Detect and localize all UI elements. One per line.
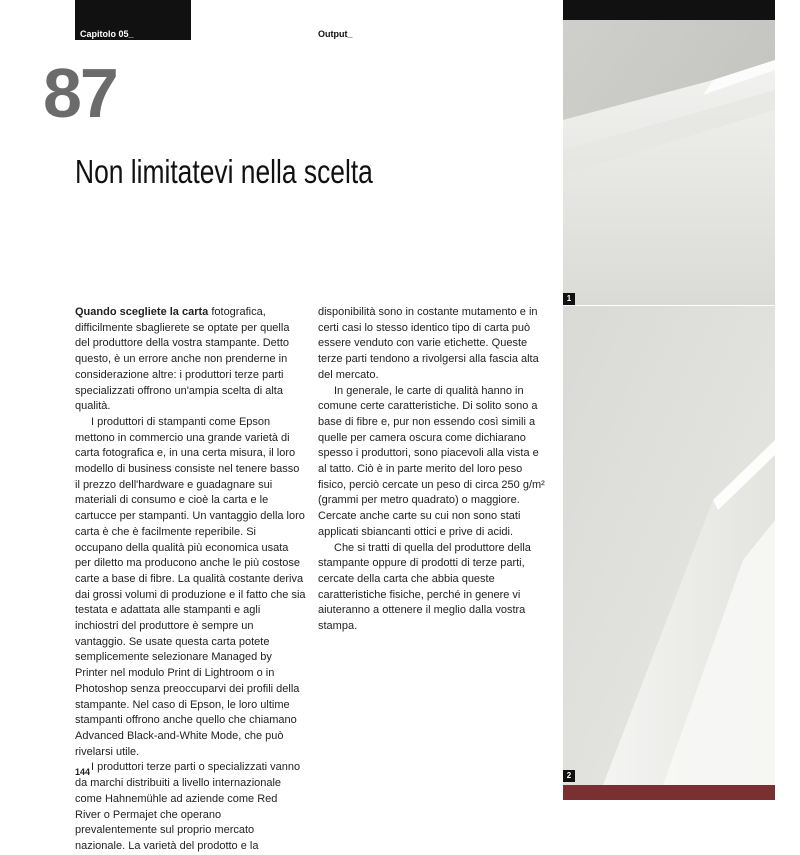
chapter-label: Capitolo 05_ <box>80 29 134 39</box>
photo-bottom-bar <box>563 785 775 800</box>
image-label-1: 1 <box>563 293 575 305</box>
body-column-left <box>75 305 306 855</box>
lead-bold-text: Quando scegliete la carta <box>75 306 209 318</box>
section-number: 87 <box>43 54 117 132</box>
paper-photos <box>563 0 775 800</box>
page-number: 144 <box>75 767 91 777</box>
paragraph-5: Che si tratti di quella del produttore della stampante oppure di prodotti di terze parti, cercate della carta che abbia queste caratteristiche fisiche, perché in genere vi aiuteranno a ottenere il meglio dalla vostra stampa. <box>318 541 531 633</box>
lead-text: fotografica, difficilmente sbaglierete se optate per quella del produttore della vostra stampante. Detto questo, è un errore anche non prenderne in considerazione altre: i produttori terze parti specializzati offrono un'ampia scelta di alta qualità. <box>75 306 290 413</box>
paragraph-lead <box>75 305 306 415</box>
page-title: Non limitatevi nella scelta <box>75 153 373 190</box>
photo-top-bar <box>563 0 775 20</box>
image-label-2: 2 <box>563 770 575 782</box>
photo-panel <box>563 0 775 800</box>
paragraph-4: In generale, le carte di qualità hanno in comune certe caratteristiche. Di solito sono a base di fibre e, pur non essendo così simili a quelle per camera oscura come dichiarano spesso i produttori, sono piacevoli alla vista e al tatto. Ciò è in parte merito del loro peso fisico, perciò cercate un peso di circa 250 g/m² (grammi per metro quadrato) o maggiore. Cercate anche carte su cui non sono stati applicati sbiancanti ottici e prive di acidi. <box>318 384 545 538</box>
paragraph-3: I produttori terze parti o specializzati vanno da marchi distribuiti a livello internazionale come Hahnemühle ad aziende come Red River o Permajet che operano prevalentemente sul proprio mercato nazionale. La varietà del prodotto e la <box>75 761 301 852</box>
photo-divider <box>563 305 775 306</box>
section-label: Output_ <box>318 29 353 39</box>
paragraph-3-continued: disponibilità sono in costante mutamento e in certi casi lo stesso identico tipo di carta può essere venduto con varie etichette. Queste terze parti tendono a rivolgersi alla fascia alta del mercato. <box>318 306 539 381</box>
paragraph-2: I produttori di stampanti come Epson mettono in commercio una grande varietà di carta fotografica e, in una certa misura, il loro modello di business consiste nel tenere basso il prezzo dell'hardware e guadagnare sui materiali di consumo e cioè la carta e le cartucce per stampanti. Un vantaggio della loro carta è che è facilmente reperibile. Si occupano della qualità più economica usata per diletto ma producono anche le più costose carte a base di fibre. La qualità costante deriva dai grossi volumi di produzione e il fatto che sia testata e adattata alle stampanti e agli inchiostri del produttore è sempre un vantaggio. Se usate questa carta potete semplicemente selezionare Managed by Printer nel modulo Print di Lightroom o in Photoshop senza preoccuparvi dei profili della stampante. Nel caso di Epson, le loro ultime stampanti offrono anche quello che chiamano Advanced Black-and-White Mode, che può rivelarsi utile. <box>75 415 306 758</box>
body-column-right <box>318 305 550 635</box>
